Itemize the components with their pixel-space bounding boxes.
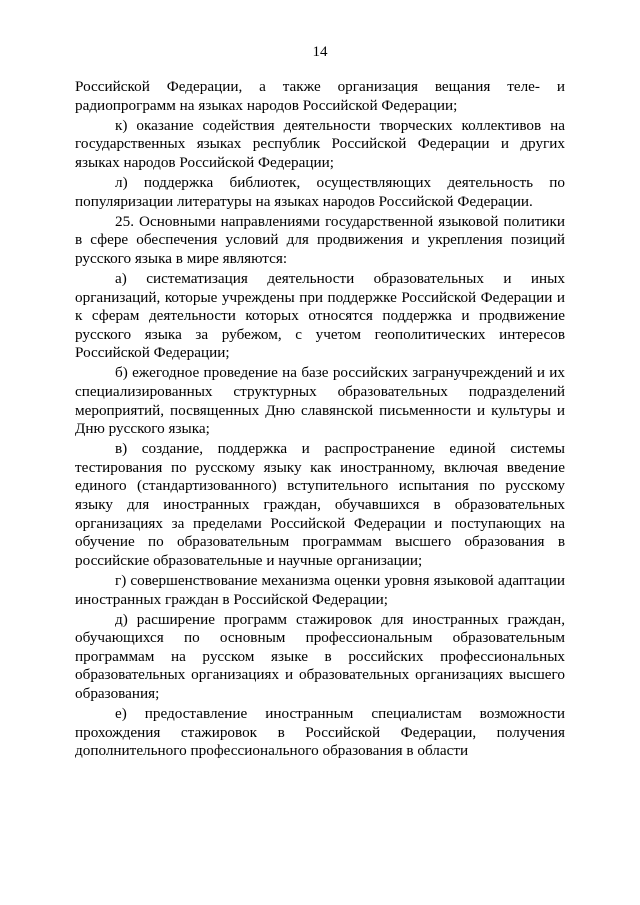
paragraph-item-k: к) оказание содействия деятельности творческих коллективов на государственных языках республик Российской Федерации и других языках народов Российской Федерации; bbox=[75, 116, 565, 171]
paragraph-item-e: е) предоставление иностранным специалистам возможности прохождения стажировок в Российской Федерации, получения дополнительного профессионального образования в области bbox=[75, 705, 565, 760]
document-body bbox=[75, 78, 565, 762]
paragraph-item-a: а) систематизация деятельности образовательных и иных организаций, которые учреждены при поддержке Российской Федерации и к сферам деятельности которых относятся поддержка и продвижение русского языка за рубежом, с учетом геополитических интересов Российской Федерации; bbox=[75, 269, 565, 362]
paragraph-item-g: г) совершенствование механизма оценки уровня языковой адаптации иностранных граждан в Российской Федерации; bbox=[75, 571, 565, 608]
page-number: 14 bbox=[312, 44, 328, 60]
paragraph-item-v: в) создание, поддержка и распространение единой системы тестирования по русскому языку как иностранному, включая введение единого (стандартизованного) вступительного испытания по русскому языку для иностранных граждан, обучавшихся в образовательных организациях за пределами Российской Федерации и поступающих на обучение по образовательным программам высшего образования в российские образовательные и научные организации; bbox=[75, 440, 565, 569]
paragraph-section-25: 25. Основными направлениями государственной языковой политики в сфере обеспечения условий для продвижения и укрепления позиций русского языка в мире являются: bbox=[75, 212, 565, 267]
paragraph-item-l: л) поддержка библиотек, осуществляющих деятельность по популяризации литературы на языках народов Российской Федерации. bbox=[75, 173, 565, 210]
paragraph-item-d: д) расширение программ стажировок для иностранных граждан, обучающихся по основным профессиональным образовательным программам на русском языке в российских профессиональных образовательных организациях и образовательных организациях высшего образования; bbox=[75, 610, 565, 702]
paragraph-continuation: Российской Федерации, а также организация вещания теле- и радиопрограмм на языках народов Российской Федерации; bbox=[75, 78, 565, 114]
paragraph-item-b: б) ежегодное проведение на базе российских загранучреждений и их специализированных структурных образовательных подразделений мероприятий, посвященных Дню славянской письменности и культуры и Дню русского языка; bbox=[75, 364, 565, 438]
